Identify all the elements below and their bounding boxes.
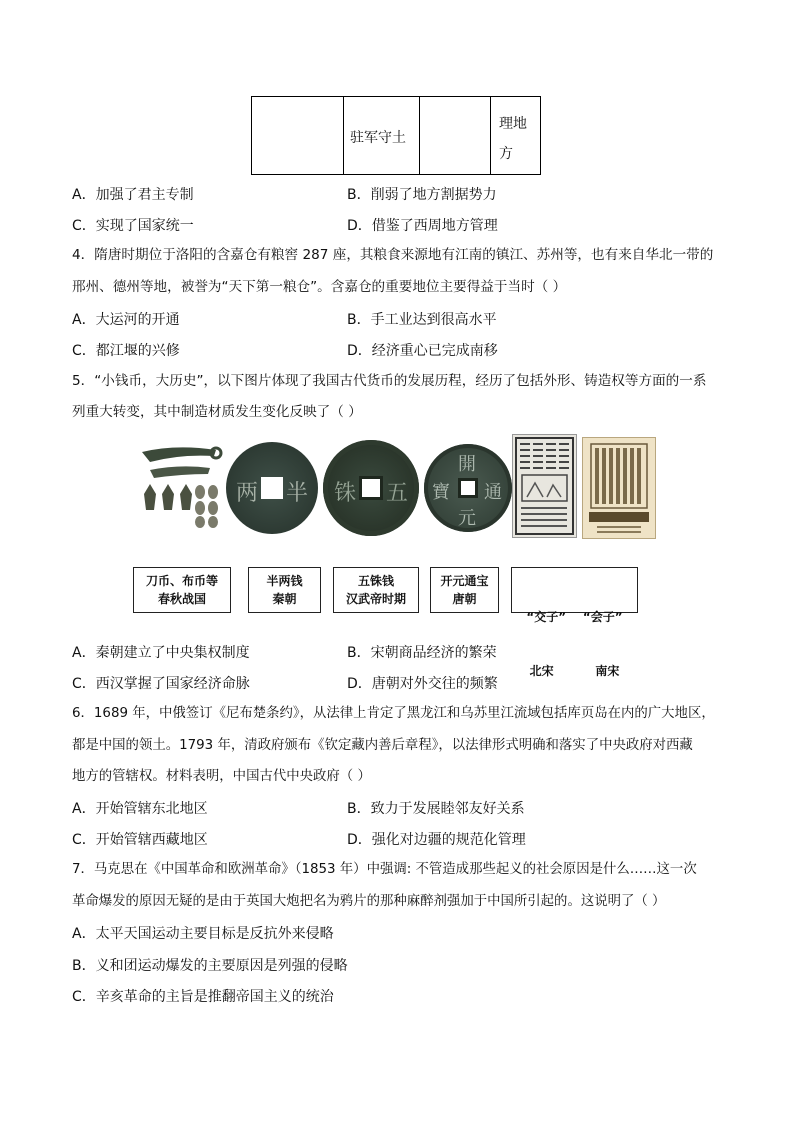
q3-option-a: A．加强了君主专制	[72, 187, 194, 203]
banliang-coin-image: 两 半	[226, 442, 318, 534]
coin-label-banliang: 半两钱 秦朝	[248, 567, 321, 613]
coin-label-kaiyuan: 开元通宝 唐朝	[430, 567, 499, 613]
kaiyuan-coin-image: 開 元 通 寶	[424, 444, 512, 532]
q6-option-a: A．开始管辖东北地区	[72, 801, 208, 817]
q4-stem-line2: 邢州、德州等地，被誉为“天下第一粮仓”。含嘉仓的重要地位主要得益于当时（ ）	[72, 279, 567, 295]
q7-option-b: B．义和团运动爆发的主要原因是列强的侵略	[72, 958, 348, 974]
q5-stem-line2: 列重大转变，其中制造材质发生变化反映了（ ）	[72, 404, 362, 420]
q7-option-c: C．辛亥革命的主旨是推翻帝国主义的统治	[72, 989, 334, 1005]
knife-spade-coins-image	[136, 440, 226, 530]
q7-option-a: A．太平天国运动主要目标是反抗外来侵略	[72, 926, 334, 942]
q5-option-b: B．宋朝商品经济的繁荣	[347, 645, 497, 661]
q5-stem-line1: 5．“小钱币，大历史”，以下图片体现了我国古代货币的发展历程，经历了包括外形、铸造权等方面的一系	[72, 373, 707, 389]
table-cell-4	[491, 97, 541, 174]
q3-option-b: B．削弱了地方割据势力	[347, 187, 497, 203]
table-cell-text: 理地	[499, 116, 527, 132]
jiaozi-note-image	[512, 434, 577, 538]
wuzhu-coin-image: 铢 五	[323, 440, 419, 536]
table-cell-1	[252, 97, 344, 174]
q6-stem-line3: 地方的管辖权。材料表明，中国古代中央政府（ ）	[72, 769, 371, 784]
q4-option-c: C．都江堰的兴修	[72, 343, 180, 359]
q6-option-d: D．强化对边疆的规范化管理	[347, 832, 526, 848]
q6-stem-line1: 6．1689 年，中俄签订《尼布楚条约》，从法律上肯定了黑龙江和乌苏里江流域包括库页岛在内的广大地区，	[72, 706, 715, 721]
q4-option-a: A．大运河的开通	[72, 312, 180, 328]
huizi-note-image	[582, 437, 656, 539]
coin-label-knife-spade: 刀币、布币等 春秋战国	[133, 567, 231, 613]
table-cell-text: 驻军守土	[350, 130, 406, 146]
q6-stem-line2: 都是中国的领土。1793 年，清政府颁布《钦定藏内善后章程》，以法律形式明确和落实了中央政府对西藏	[72, 738, 693, 753]
coin-label-wuzhu: 五铢钱 汉武帝时期	[333, 567, 419, 613]
q3-option-c: C．实现了国家统一	[72, 218, 194, 234]
top-table	[251, 96, 541, 175]
q6-option-b: B．致力于发展睦邻友好关系	[347, 801, 525, 817]
table-cell-text: 方	[499, 146, 513, 162]
q5-option-c: C．西汉掌握了国家经济命脉	[72, 676, 250, 692]
q5-option-a: A．秦朝建立了中央集权制度	[72, 645, 250, 661]
q6-option-c: C．开始管辖西藏地区	[72, 832, 208, 848]
coin-label-jiaozi-huizi: “交子” “会子” 北宋 南宋	[511, 567, 638, 613]
table-cell-2	[344, 97, 420, 174]
q5-option-d: D．唐朝对外交往的频繁	[347, 676, 498, 692]
q3-option-d: D．借鉴了西周地方管理	[347, 218, 498, 234]
table-cell-3	[420, 97, 491, 174]
q7-stem-line2: 革命爆发的原因无疑的是由于英国大炮把名为鸦片的那种麻醉剂强加于中国所引起的。这说明了（ ）	[72, 894, 666, 909]
q4-stem-line1: 4．隋唐时期位于洛阳的含嘉仓有粮窖 287 座，其粮食来源地有江南的镇江、苏州等，也有来自华北一带的	[72, 247, 714, 263]
q4-option-d: D．经济重心已完成南移	[347, 343, 498, 359]
q7-stem-line1: 7．马克思在《中国革命和欧洲革命》（1853 年）中强调: 不管造成那些起义的社会原因是什么……这一次	[72, 862, 697, 877]
q4-option-b: B．手工业达到很高水平	[347, 312, 497, 328]
